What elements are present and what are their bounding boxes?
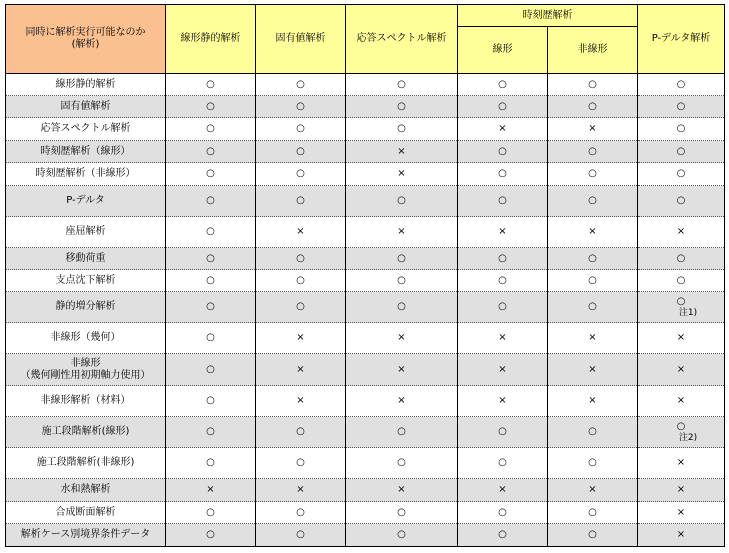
compat-cell — [256, 448, 346, 479]
row-label — [6, 386, 166, 417]
compat-mark: ○ — [206, 78, 215, 90]
compat-mark: ○ — [676, 168, 686, 179]
row-label-text: 水和熱解析 — [60, 484, 111, 495]
compat-cell — [458, 502, 548, 524]
compat-cell — [256, 163, 346, 186]
compat-mark: ○ — [588, 168, 597, 179]
table-row — [6, 217, 725, 248]
compat-cell — [346, 163, 458, 186]
compat-mark: ○ — [676, 295, 686, 307]
table-row — [6, 292, 725, 323]
row-label — [6, 74, 166, 96]
compat-cell — [458, 141, 548, 163]
compat-cell — [548, 354, 638, 386]
compat-mark: ○ — [588, 78, 597, 90]
compat-mark: ○ — [498, 252, 507, 264]
row-label-text: 支点沈下解析 — [55, 274, 116, 286]
row-label-subtext: （幾何剛性用初期軸力使用） — [20, 369, 151, 381]
table-row — [6, 74, 725, 96]
compat-cell — [166, 292, 256, 323]
compat-mark: ○ — [588, 252, 597, 264]
compat-mark: × — [498, 363, 507, 375]
compat-mark: ○ — [676, 78, 686, 90]
compat-cell — [458, 292, 548, 323]
row-label-text: 静的増分解析 — [55, 301, 116, 312]
table-row — [6, 524, 725, 547]
compat-mark: ○ — [588, 529, 597, 540]
compat-mark: ○ — [206, 363, 215, 375]
compat-mark: ○ — [397, 529, 406, 540]
compat-mark: ○ — [397, 426, 406, 437]
row-label-text: 時刻歴解析（線形） — [40, 145, 131, 157]
compat-mark: ○ — [397, 252, 406, 264]
compat-cell — [166, 96, 256, 118]
compat-cell — [166, 479, 256, 502]
compat-cell — [458, 323, 548, 354]
compat-cell — [548, 502, 638, 524]
compat-cell — [346, 141, 458, 163]
compat-mark: × — [676, 363, 686, 375]
compat-cell — [346, 323, 458, 354]
row-label — [6, 270, 166, 292]
compat-mark: × — [498, 332, 507, 343]
compat-mark: ○ — [296, 123, 305, 134]
row-label — [6, 524, 166, 547]
compat-mark: ○ — [206, 195, 215, 206]
compat-cell — [256, 248, 346, 270]
compat-mark: × — [397, 332, 406, 343]
compat-cell — [166, 248, 256, 270]
compat-mark: × — [296, 332, 305, 343]
compat-mark: ○ — [498, 100, 507, 112]
compat-mark: ○ — [296, 426, 305, 437]
compat-cell — [256, 186, 346, 217]
compat-mark: ○ — [206, 274, 215, 286]
compat-cell — [346, 217, 458, 248]
compat-mark: × — [498, 226, 507, 237]
compat-mark: × — [676, 332, 686, 343]
compat-mark: ○ — [588, 506, 597, 518]
compat-cell — [166, 354, 256, 386]
compat-mark: × — [397, 168, 406, 179]
compat-cell — [458, 479, 548, 502]
compat-mark: ○ — [676, 274, 686, 286]
compat-cell — [458, 248, 548, 270]
compat-cell — [166, 118, 256, 141]
compat-cell — [256, 270, 346, 292]
compat-cell — [638, 448, 725, 479]
col-header-time-history: 時刻歴解析 — [458, 5, 638, 27]
compat-mark: × — [397, 395, 406, 406]
compat-cell — [458, 448, 548, 479]
compat-mark: ○ — [397, 123, 406, 134]
compat-cell — [458, 354, 548, 386]
row-label — [6, 292, 166, 323]
table-row — [6, 479, 725, 502]
compat-mark: ○ — [206, 100, 215, 112]
compat-mark: × — [397, 145, 406, 157]
table-row — [6, 270, 725, 292]
analysis-compatibility-table — [5, 4, 725, 547]
compat-mark: × — [206, 484, 215, 495]
compat-cell — [638, 502, 725, 524]
compat-cell — [166, 141, 256, 163]
compat-mark: ○ — [206, 123, 215, 134]
compat-cell — [346, 479, 458, 502]
row-label — [6, 354, 166, 386]
col-header-th-linear: 線形 — [458, 27, 548, 74]
compat-mark: ○ — [588, 457, 597, 468]
compat-mark: ○ — [498, 506, 507, 518]
compat-mark: × — [296, 395, 305, 406]
compat-cell — [256, 354, 346, 386]
compat-cell — [256, 386, 346, 417]
compat-mark: ○ — [206, 332, 215, 343]
compat-mark: × — [676, 395, 686, 406]
row-label-text: 施工段階解析(非線形) — [36, 457, 135, 468]
row-label — [6, 417, 166, 448]
corner-header — [6, 5, 166, 74]
compat-mark: ○ — [206, 168, 215, 179]
compat-mark: × — [498, 484, 507, 495]
compat-cell — [548, 96, 638, 118]
col-header-eigenvalue: 固有値解析 — [256, 5, 346, 74]
compat-cell — [166, 186, 256, 217]
compat-cell — [548, 186, 638, 217]
compat-cell — [638, 386, 725, 417]
compat-mark: × — [676, 457, 686, 468]
compat-cell — [346, 354, 458, 386]
compat-mark: × — [498, 395, 507, 406]
col-header-p-delta: P-デルタ解析 — [638, 5, 725, 74]
compat-mark: ○ — [296, 457, 305, 468]
compat-mark: ○ — [676, 252, 686, 264]
compat-mark: ○ — [588, 426, 597, 437]
compat-cell — [166, 524, 256, 547]
compat-mark: × — [676, 484, 686, 495]
compat-cell — [548, 292, 638, 323]
compat-mark: ○ — [296, 100, 305, 112]
compat-cell — [346, 448, 458, 479]
compat-cell — [346, 74, 458, 96]
compat-mark: ○ — [588, 100, 597, 112]
compat-cell — [346, 118, 458, 141]
compat-mark: ○ — [296, 195, 305, 206]
corner-header-line2: (解析) — [71, 39, 100, 50]
compat-cell — [548, 323, 638, 354]
compat-mark: ○ — [588, 274, 597, 286]
compat-mark: ○ — [498, 274, 507, 286]
table-row — [6, 186, 725, 217]
compat-cell — [548, 141, 638, 163]
compat-mark: × — [588, 395, 597, 406]
compat-cell — [638, 323, 725, 354]
compat-cell — [638, 186, 725, 217]
row-label-text: 応答スペクトル解析 — [40, 123, 131, 134]
compat-mark: ○ — [296, 301, 305, 312]
compat-cell — [458, 270, 548, 292]
col-header-response-spectrum: 応答スペクトル解析 — [346, 5, 458, 74]
compat-mark: × — [588, 123, 597, 134]
compat-cell — [458, 163, 548, 186]
compat-mark: ○ — [397, 506, 406, 518]
compat-cell — [346, 186, 458, 217]
compat-mark: ○ — [397, 195, 406, 206]
compat-cell — [346, 248, 458, 270]
compat-cell — [256, 323, 346, 354]
compat-mark: ○ — [397, 301, 406, 312]
compat-cell — [548, 386, 638, 417]
compat-cell — [346, 270, 458, 292]
compat-cell — [166, 386, 256, 417]
compat-mark: ○ — [206, 529, 215, 540]
compat-cell — [166, 74, 256, 96]
compat-cell — [548, 163, 638, 186]
compat-cell — [166, 270, 256, 292]
compat-mark: ○ — [206, 506, 215, 518]
row-label-text: P-デルタ — [66, 195, 105, 206]
compat-mark: ○ — [588, 195, 597, 206]
compat-cell — [638, 217, 725, 248]
compat-mark: ○ — [206, 226, 215, 237]
compat-mark: × — [588, 363, 597, 375]
row-label — [6, 163, 166, 186]
compat-cell — [638, 74, 725, 96]
row-label — [6, 479, 166, 502]
compat-cell — [638, 417, 725, 448]
compat-cell — [638, 354, 725, 386]
row-label-text: 固有値解析 — [60, 100, 111, 112]
row-label — [6, 502, 166, 524]
compat-cell — [548, 74, 638, 96]
compat-cell — [166, 163, 256, 186]
col-header-linear-static: 線形静的解析 — [166, 5, 256, 74]
compat-cell — [458, 96, 548, 118]
table-row — [6, 448, 725, 479]
compat-cell — [638, 248, 725, 270]
compat-cell — [458, 118, 548, 141]
table-row — [6, 118, 725, 141]
compat-cell — [548, 248, 638, 270]
compat-cell — [458, 217, 548, 248]
compat-mark: ○ — [296, 506, 305, 518]
compat-mark: ○ — [498, 168, 507, 179]
compat-cell — [638, 270, 725, 292]
compat-cell — [548, 524, 638, 547]
compat-cell — [166, 323, 256, 354]
footnote-ref: 注2) — [678, 432, 698, 443]
compat-cell — [458, 524, 548, 547]
row-label — [6, 118, 166, 141]
compat-cell — [166, 502, 256, 524]
row-label-text: 時刻歴解析（非線形） — [35, 168, 136, 179]
row-label-text: 非線形 — [70, 357, 101, 369]
compat-mark: × — [397, 226, 406, 237]
row-label — [6, 96, 166, 118]
compat-mark: ○ — [498, 301, 507, 312]
compat-cell — [346, 292, 458, 323]
compat-mark: ○ — [397, 457, 406, 468]
table-row — [6, 163, 725, 186]
compat-mark: ○ — [397, 100, 406, 112]
row-label-text: 解析ケース別境界条件データ — [20, 529, 151, 540]
compat-cell — [166, 448, 256, 479]
compat-cell — [548, 479, 638, 502]
compat-mark: ○ — [498, 195, 507, 206]
compat-cell — [166, 417, 256, 448]
col-header-th-nonlinear: 非線形 — [548, 27, 638, 74]
compat-cell — [256, 292, 346, 323]
compat-mark: ○ — [296, 274, 305, 286]
compat-cell — [638, 479, 725, 502]
compat-mark: × — [296, 363, 305, 375]
corner-header-line1: 同時に解析実行可能なのか — [25, 27, 146, 38]
compat-mark: ○ — [676, 195, 686, 206]
compat-mark: ○ — [676, 100, 686, 112]
compat-mark: ○ — [676, 123, 686, 134]
compat-cell — [548, 448, 638, 479]
compat-mark: × — [296, 484, 305, 495]
compat-mark: ○ — [397, 78, 406, 90]
compat-cell — [458, 186, 548, 217]
compat-cell — [638, 96, 725, 118]
compat-cell — [346, 96, 458, 118]
compat-mark: ○ — [296, 145, 305, 157]
compat-mark: ○ — [296, 168, 305, 179]
compat-mark: × — [397, 363, 406, 375]
compat-cell — [256, 417, 346, 448]
compat-mark: ○ — [498, 426, 507, 437]
compat-cell — [458, 386, 548, 417]
compat-cell — [346, 502, 458, 524]
table-row — [6, 141, 725, 163]
row-label — [6, 448, 166, 479]
compat-cell — [548, 118, 638, 141]
compat-cell — [548, 417, 638, 448]
compat-cell — [256, 479, 346, 502]
compat-mark: ○ — [296, 78, 305, 90]
compat-cell — [638, 141, 725, 163]
compat-cell — [256, 217, 346, 248]
compat-mark: ○ — [498, 529, 507, 540]
compat-mark: × — [397, 484, 406, 495]
compat-mark: × — [296, 226, 305, 237]
compat-cell — [256, 74, 346, 96]
compat-cell — [638, 118, 725, 141]
compat-mark: ○ — [206, 301, 215, 312]
compat-mark: ○ — [206, 252, 215, 264]
compat-mark: ○ — [206, 457, 215, 468]
compat-cell — [256, 118, 346, 141]
compat-mark: ○ — [397, 274, 406, 286]
footnote-ref: 注1) — [678, 307, 698, 318]
row-label-text: 非線形（幾何） — [50, 332, 121, 343]
compat-cell — [638, 524, 725, 547]
row-label — [6, 186, 166, 217]
compat-mark: ○ — [206, 395, 215, 406]
table-row — [6, 96, 725, 118]
compat-mark: ○ — [296, 529, 305, 540]
table-row — [6, 417, 725, 448]
compat-cell — [256, 502, 346, 524]
compat-mark: ○ — [588, 145, 597, 157]
compat-cell — [638, 292, 725, 323]
row-label — [6, 141, 166, 163]
compat-cell — [256, 524, 346, 547]
compat-mark: ○ — [588, 301, 597, 312]
compat-mark: ○ — [676, 145, 686, 157]
row-label-text: 線形静的解析 — [55, 78, 116, 90]
compat-mark: × — [588, 332, 597, 343]
row-label — [6, 248, 166, 270]
table-row — [6, 386, 725, 417]
compat-cell — [548, 217, 638, 248]
compat-mark: ○ — [676, 420, 686, 432]
compat-cell — [346, 417, 458, 448]
row-label — [6, 217, 166, 248]
compat-mark: ○ — [296, 252, 305, 264]
compat-cell — [346, 386, 458, 417]
table-row — [6, 323, 725, 354]
compat-mark: × — [588, 484, 597, 495]
compat-cell — [256, 141, 346, 163]
compat-mark: ○ — [498, 78, 507, 90]
table-row — [6, 502, 725, 524]
compat-mark: × — [588, 226, 597, 237]
compat-cell — [346, 524, 458, 547]
compat-cell — [548, 270, 638, 292]
compat-cell — [166, 217, 256, 248]
compat-cell — [458, 74, 548, 96]
compat-cell — [458, 417, 548, 448]
compat-mark: ○ — [206, 145, 215, 157]
row-label-text: 合成断面解析 — [55, 506, 116, 518]
compat-mark: × — [676, 506, 686, 518]
row-label-text: 座屈解析 — [65, 226, 106, 237]
row-label-text: 非線形解析（材料） — [40, 395, 131, 406]
compat-mark: ○ — [498, 457, 507, 468]
compat-mark: ○ — [498, 145, 507, 157]
row-label-text: 移動荷重 — [65, 252, 106, 264]
compat-mark: × — [676, 529, 686, 540]
compat-mark: ○ — [206, 426, 215, 437]
row-label-text: 施工段階解析(線形) — [41, 426, 130, 437]
compat-cell — [638, 163, 725, 186]
compat-mark: × — [676, 226, 686, 237]
compat-mark: × — [498, 123, 507, 134]
table-row — [6, 248, 725, 270]
table-row — [6, 354, 725, 386]
compat-cell — [256, 96, 346, 118]
row-label — [6, 323, 166, 354]
